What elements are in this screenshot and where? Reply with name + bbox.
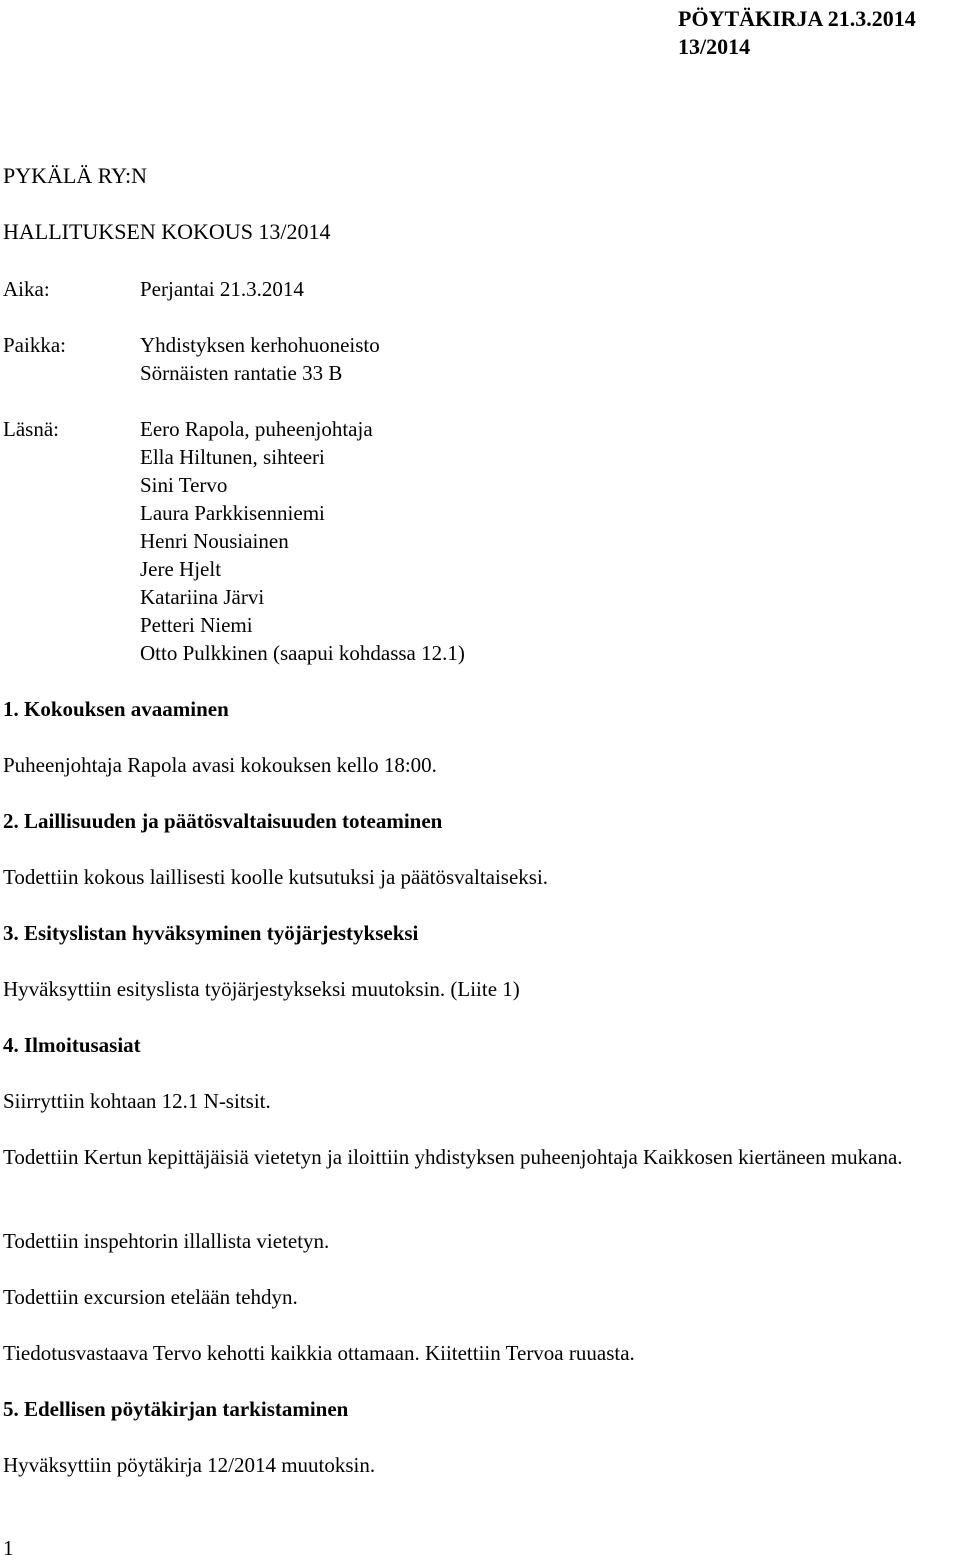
section-paragraph: Hyväksyttiin esityslista työjärjestykseksi muutoksin. (Liite 1) — [3, 977, 520, 1001]
section-paragraph: Siirryttiin kohtaan 12.1 N-sitsit. — [3, 1089, 271, 1113]
section-heading: 3. Esityslistan hyväksyminen työjärjestykseksi — [3, 921, 419, 945]
attendee: Sini Tervo — [140, 473, 228, 497]
present-label: Läsnä: — [3, 417, 59, 441]
section-paragraph: Puheenjohtaja Rapola avasi kokouksen kello 18:00. — [3, 753, 437, 777]
attendee: Jere Hjelt — [140, 557, 222, 581]
section-heading: 2. Laillisuuden ja päätösvaltaisuuden toteaminen — [3, 809, 443, 833]
attendee: Ella Hiltunen, sihteeri — [140, 445, 325, 469]
attendee: Henri Nousiainen — [140, 529, 289, 553]
place-value — [140, 331, 380, 387]
page-number: 1 — [3, 1536, 14, 1560]
document-header — [678, 5, 916, 61]
attendee: Eero Rapola, puheenjohtaja — [140, 417, 373, 441]
place-label: Paikka: — [3, 333, 66, 357]
document-title: PÖYTÄKIRJA 21.3.2014 — [678, 6, 916, 31]
attendee: Otto Pulkkinen (saapui kohdassa 12.1) — [140, 641, 465, 665]
section-paragraph: Todettiin kokous laillisesti koolle kutsutuksi ja päätösvaltaiseksi. — [3, 865, 549, 889]
time-value: Perjantai 21.3.2014 — [140, 277, 304, 301]
section-paragraph: Todettiin excursion etelään tehdyn. — [3, 1285, 298, 1309]
attendee-list — [140, 415, 465, 667]
attendee: Katariina Järvi — [140, 585, 265, 609]
section-paragraph: Hyväksyttiin pöytäkirja 12/2014 muutoksin. — [3, 1453, 376, 1477]
section-paragraph: Tiedotusvastaava Tervo kehotti kaikkia ottamaan. Kiitettiin Tervoa ruuasta. — [3, 1341, 635, 1365]
place-line: Sörnäisten rantatie 33 B — [140, 361, 343, 385]
time-label: Aika: — [3, 277, 50, 301]
meeting-title: HALLITUKSEN KOKOUS 13/2014 — [3, 219, 331, 244]
place-line: Yhdistyksen kerhohuoneisto — [140, 333, 380, 357]
section-heading: 5. Edellisen pöytäkirjan tarkistaminen — [3, 1397, 349, 1421]
section-paragraph: Todettiin Kertun kepittäjäisiä vietetyn ja iloittiin yhdistyksen puheenjohtaja Kaikkosen kiertäneen mukana. — [3, 1145, 903, 1169]
attendee: Laura Parkkisenniemi — [140, 501, 325, 525]
document-number: 13/2014 — [678, 34, 751, 59]
attendee: Petteri Niemi — [140, 613, 253, 637]
organization-name: PYKÄLÄ RY:N — [3, 163, 148, 188]
section-paragraph: Todettiin inspehtorin illallista vietetyn. — [3, 1229, 330, 1253]
section-heading: 4. Ilmoitusasiat — [3, 1033, 141, 1057]
section-heading: 1. Kokouksen avaaminen — [3, 697, 229, 721]
